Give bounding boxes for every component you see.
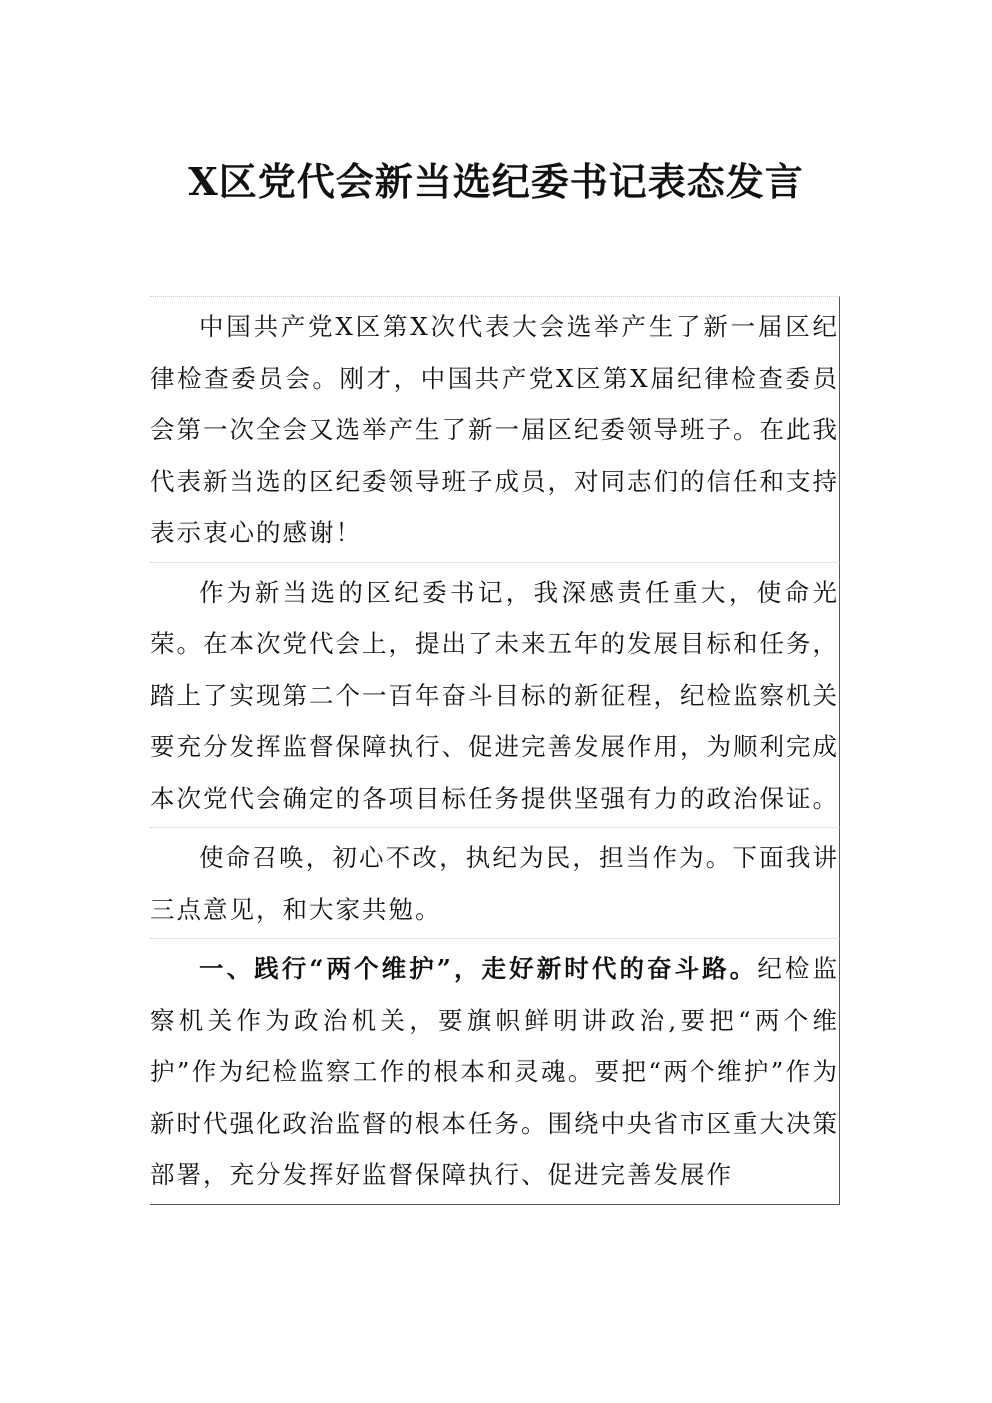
paragraph-4-text: 纪检监察机关作为政治机关，要旗帜鲜明讲政治,要把“两个维护”作为纪检监察工作的根本和灵魂。要把“两个维护”作为新时代强化政治监督的根本任务。围绕中央省市区重大决策部署，充分发挥好监督保障执行、促进完善发展作 [150, 954, 840, 1189]
paragraph-3: 使命召唤，初心不改，执纪为民，担当作为。下面我讲三点意见，和大家共勉。 [150, 827, 840, 938]
paragraph-2: 作为新当选的区纪委书记，我深感责任重大，使命光荣。在本次党代会上，提出了未来五年的发展目标和任务，踏上了实现第二个一百年奋斗目标的新征程，纪检监察机关要充分发挥监督保障执行、促进完善发展作用，为顺利完成本次党代会确定的各项目标任务提供坚强有力的政治保证。 [150, 562, 840, 828]
document-title: X区党代会新当选纪委书记表态发言 [188, 159, 804, 204]
section-heading-1: 一、践行“两个维护”，走好新时代的奋斗路。 [199, 954, 758, 983]
document-body [150, 296, 840, 1205]
paragraph-1: 中国共产党X区第X次代表大会选举产生了新一届区纪律检查委员会。刚才，中国共产党X区第X届纪律检查委员会第一次全会又选举产生了新一届区纪委领导班子。在此我代表新当选的区纪委领导班子成员，对同志们的信任和支持表示衷心的感谢！ [150, 296, 840, 562]
paragraph-4 [150, 938, 840, 1205]
